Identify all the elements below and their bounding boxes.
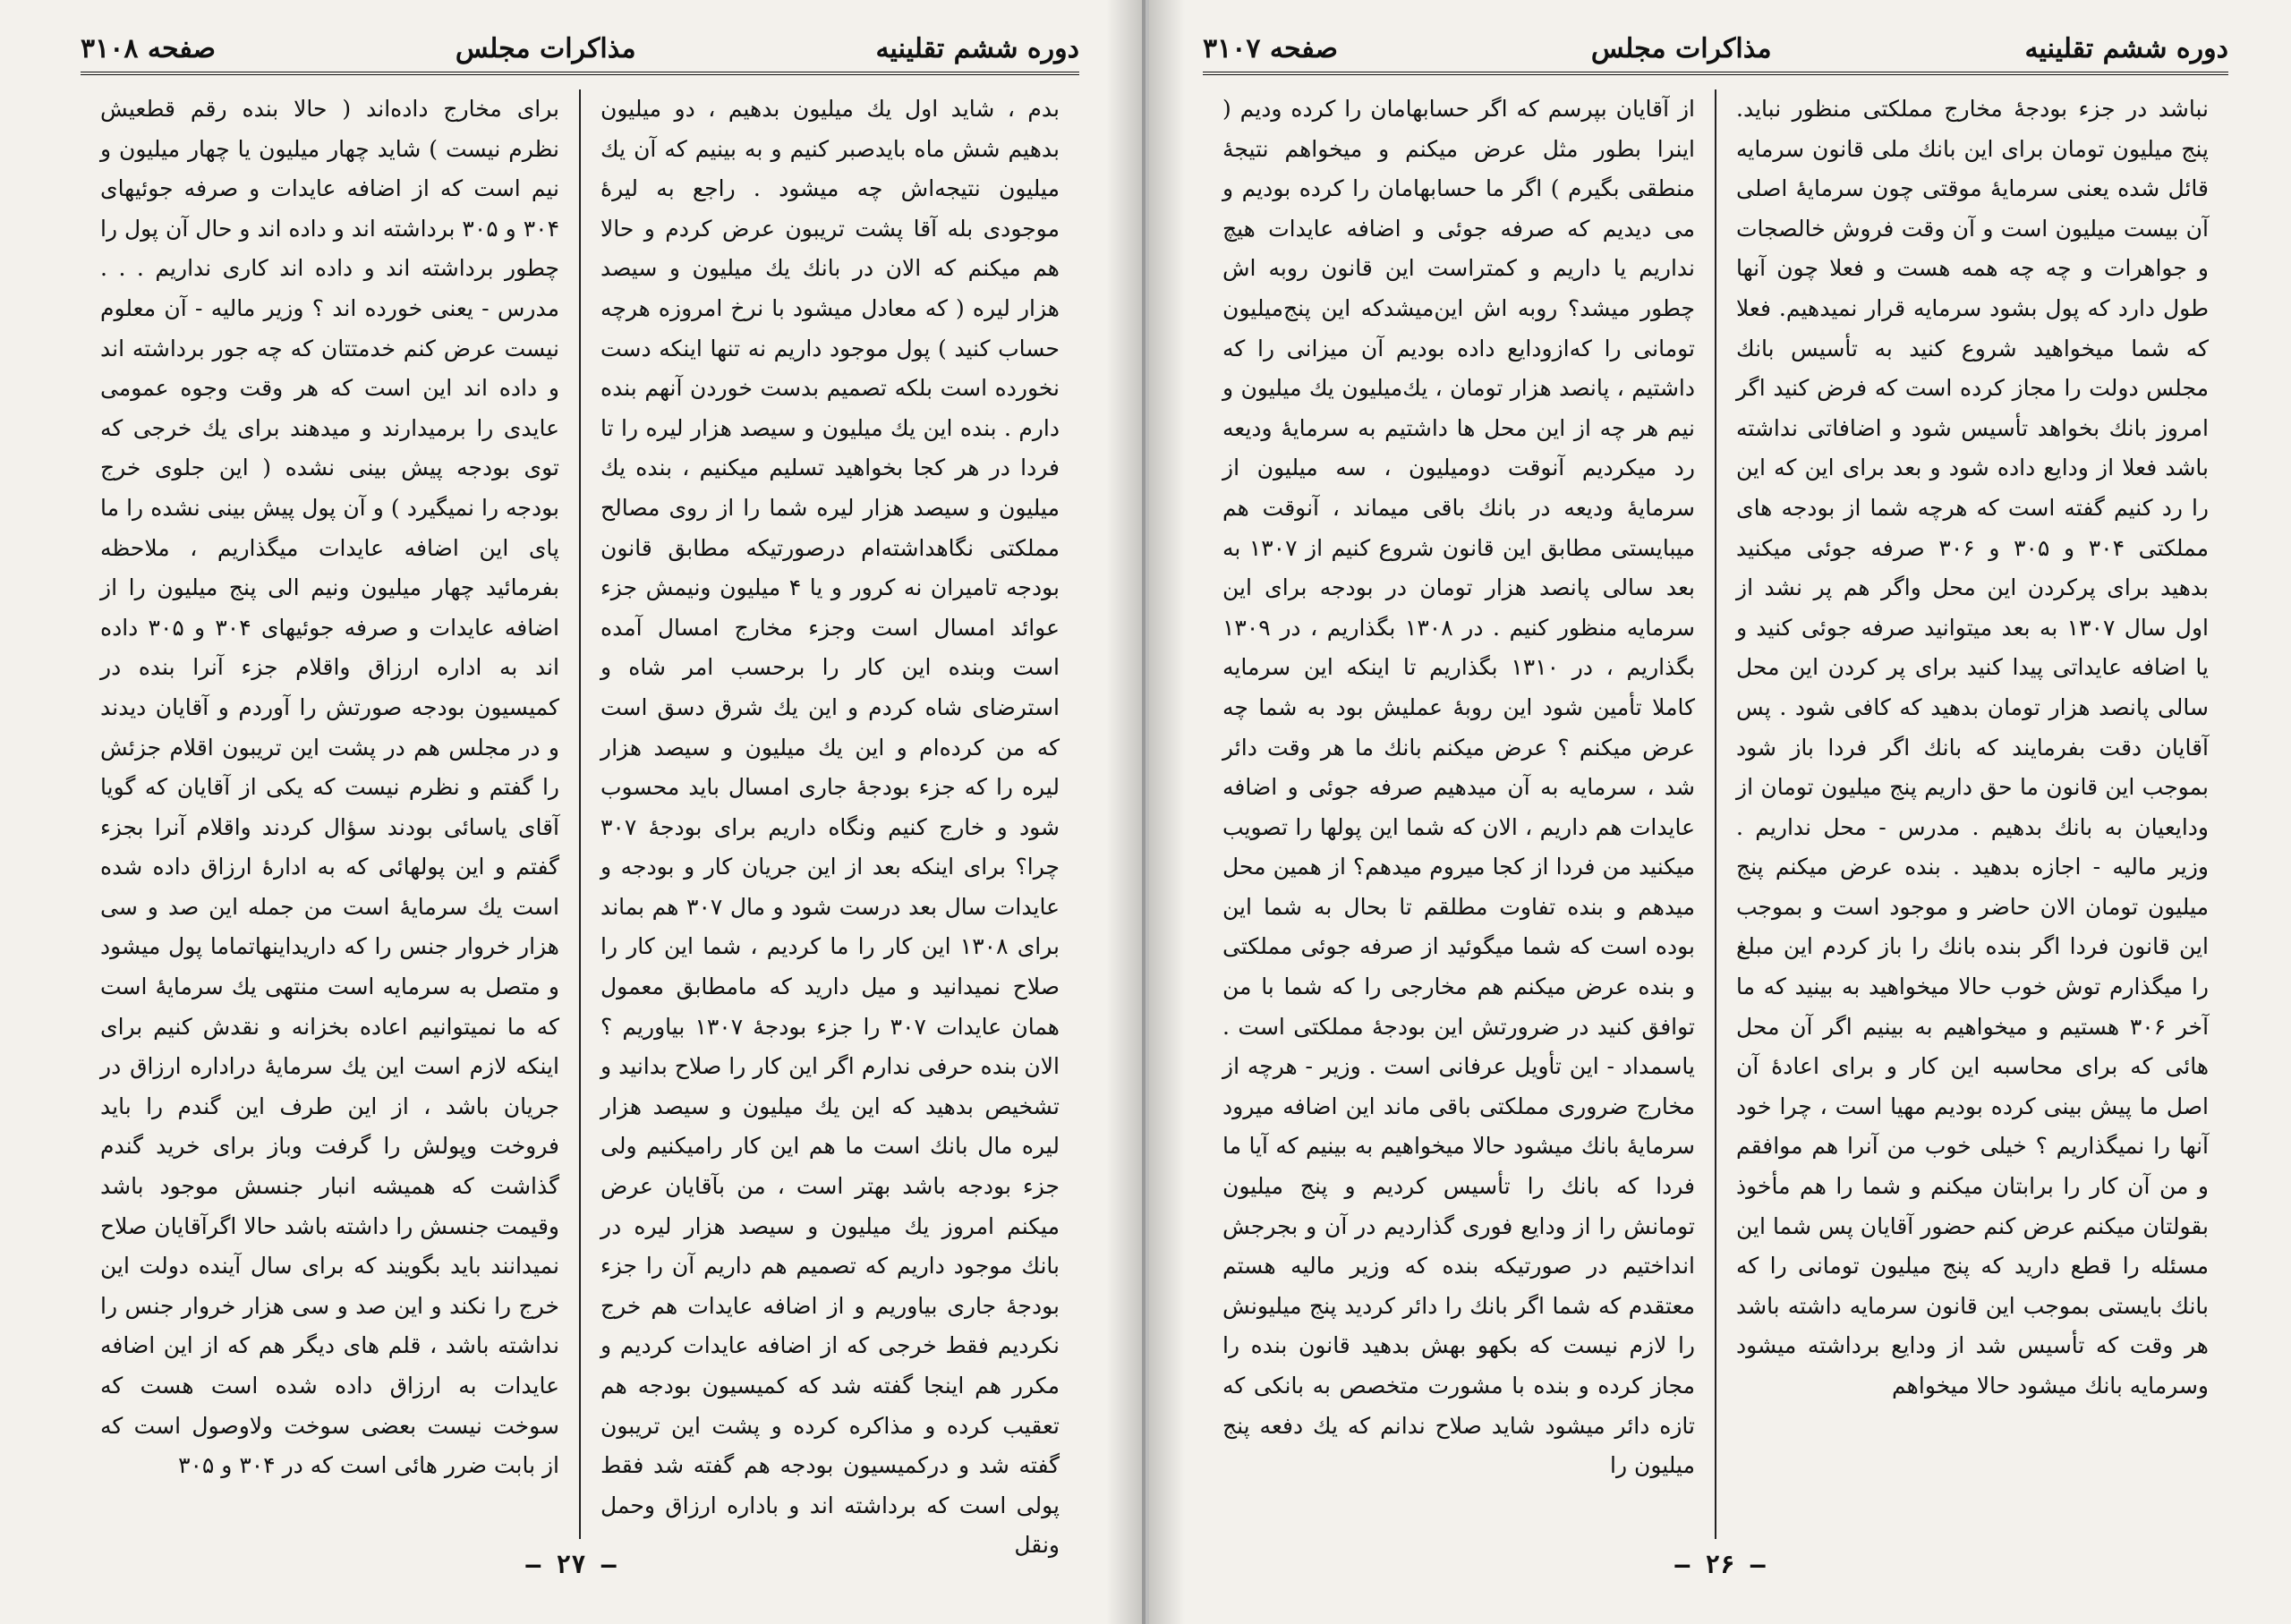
text-column-left [1203,89,1715,1539]
column-text: از آقایان بپرسم که اگر حسابهامان را کرده وديم ( اینرا بطور مثل عرض میکنم و میخواهم نتیجهٔ منطقی بگیرم ) اگر ما حسابهامان را کرده بودیم و می دیدیم که صرفه جوئی و اضافه عایدات هیچ نداریم یا داریم و کمتراست این قانون روبه اش چطور میشد؟ روبه اش این‌میشدکه این پنج‌میلیون تومانی را که‌ازودایع داده بودیم آن میزانی را که داشتیم ، پانصد هزار تومان ، یك‌میلیون یك میلیون و نیم هر چه از این محل ها داشتیم به سرمایهٔ ودیعه رد میکردیم آنوقت دومیلیون ، سه میلیون از سرمایهٔ ودیعه در بانك باقی میماند ، آنوقت هم میبایستی مطابق این قانون شروع کنیم از ۱۳۰۷ به بعد سالی پانصد هزار تومان در بودجه برای این سرمایه منظور کنیم . در ۱۳۰۸ بگذاریم ، در ۱۳۰۹ بگذاریم ، در ۱۳۱۰ بگذاریم تا اینکه این سرمایه کاملا تأمین شود این روبهٔ عملیش بود به شما چه عرض میکنم ؟ عرض میکنم بانك ما هر وقت دائر شد ، سرمایه به آن میدهیم صرفه جوئی و اضافه عایدات هم داریم ، الان که شما این پولها را تصویب میکنید من فردا از کجا میروم میدهم؟ از همین محل میدهم و بنده تفاوت مطلقم تا بحال به شما این بوده است که شما میگوئید از صرفه جوئی مملکتی و بنده عرض میکنم هم مخارجی را که شما با من توافق کنید در ضرورتش این بودجهٔ مملکتی است . یاسمداد - این تأویل عرفانی است . وزیر - هرچه از مخارج ضروری مملکتی باقی ماند این اضافه میرود سرمایهٔ بانك میشود حالا میخواهیم به بینیم که آیا ما فردا که بانك را تأسیس کردیم و پنج میلیون تومانش را از ودایع فوری گذاردیم در آن و بجرجش انداختیم در صورتیکه بنده که وزیر مالیه هستم معتقدم که شما اگر بانك را دائر کردید پنج میلیونش را لازم نیست که بکهو بهش بدهید قانون بنده را مجاز کرده و بنده با مشورت متخصص به بانکی که تازه دائر میشود شاید صلاح ندانم که یك دفعه پنج میلیون را [1222,96,1695,1479]
column-text: نباشد در جزء بودجهٔ مخارج مملکتی منظور نباید. پنج میلیون تومان برای این بانك ملی قانون سرمایه قائل شده یعنی سرمایهٔ موقتی چون سرمایهٔ اصلی آن بیست میلیون است و آن وقت فروش خالصجات و جواهرات و چه چه همه هست و فعلا چون آنها طول دارد که پول بشود سرمایه قرار نمیدهیم. فعلا که شما میخواهید شروع کنید به تأسیس بانك مجلس دولت را مجاز کرده است که فرض کنید اگر امروز بانك بخواهد تأسیس شود و اضافاتی نداشته باشد فعلا از ودایع داده شود و بعد برای این که این را رد کنیم گفته است که هرچه شما از بودجه های مملکتی ۳۰۴ و ۳۰۵ و ۳۰۶ صرفه جوئی میکنید بدهید برای پرکردن این محل واگر هم پر نشد از اول سال ۱۳۰۷ به بعد میتوانید صرفه جوئی کنید و یا اضافه عایداتی پیدا کنید برای پر کردن این محل سالی پانصد هزار تومان بدهید که کافی شود . پس آقایان دقت بفرمایند که بانك اگر فردا باز شود بموجب این قانون ما حق داریم پنج میلیون تومان از ودایعیان به بانك بدهیم . مدرس - محل نداریم . وزیر مالیه - اجازه بدهید . بنده عرض میکنم پنج میلیون تومان الان حاضر و موجود است و بموجب این قانون فردا اگر بنده بانك را باز کردم این مبلغ را میگذارم توش خوب حالا میخواهید به بینید که ما آخر ۳۰۶ هستیم و میخواهیم به بینیم اگر آن محل هائی که برای محاسبه این کار و برای اعادهٔ آن اصل ما پیش بینی کرده بودیم مهیا است ، چرا خود آنها را نمیگذاریم ؟ خیلی خوب من آنرا هم موافقم و من آن کار را برابتان میکنم و شما را هم مأخوذ بقولتان میکنم عرض کنم حضور آقایان پس شما این مسئله را قطع دارید که پنج میلیون تومانی را که بانك بایستی بموجب این قانون سرمایه داشته باشد هر وقت که تأسیس شد از ودایع برداشته میشود وسرمایه بانك میشود حالا میخواهم [1736,96,2210,1399]
gutter-shadow [1106,0,1142,1624]
right-page-header [1203,25,2228,75]
running-title: مذاکرات مجلس [455,32,636,64]
gutter-shadow [1149,0,1185,1624]
page-footer-number: — ۲۶ — [1674,1550,1766,1579]
left-page-columns [81,89,1079,1559]
session-label: دوره ششم تقلینیه [875,32,1079,64]
column-text: برای مخارج داده‌اند ( حالا بنده رقم قطعیش نظرم نیست ) شاید چهار میلیون یا چهار میلیون و نیم است که از اضافه عایدات و صرفه جوئیهای ۳۰۴ و ۳۰۵ برداشته اند و داده اند و حال آن پول را چطور برداشته اند و داده اند کاری نداریم . . . مدرس - یعنی خورده اند ؟ وزیر مالیه - آن معلوم نیست عرض کنم خدمتتان که چه جور برداشته اند و داده اند این است که هر وقت وجوه عمومی عایدی را برمیدارند و میدهند برای یك خرجی که توی بودجه پیش بینی نشده ( این جلوی خرج بودجه را نمیگیرد ) و آن پول پیش بینی نشده را ما پای این اضافه عایدات میگذاریم ، ملاحظه بفرمائید چهار میلیون ونیم الی پنج میلیون را از اضافه عایدات و صرفه جوئیهای ۳۰۴ و ۳۰۵ داده اند به اداره ارزاق واقلام جزء آنرا بنده در کمیسیون بودجه صورتش را آوردم و آقایان دیدند و در مجلس هم در پشت این تریبون اقلام جزئش را گفتم و نظرم نیست که یکی از آقایان که گویا آقای یاسائی بودند سؤال کردند واقلام آنرا بجزء گفتم و این پولهائی که به ادارهٔ ارزاق داده شده است یك سرمایهٔ است من جمله این صد و سی هزار خروار جنس را که داریداینهاتماما پول میشود و متصل به سرمایه است منتهی یك سرمایهٔ است که ما نمیتوانیم اعاده بخزانه و نقدش کنیم برای اینکه لازم است این یك سرمایهٔ دراداره ارزاق در جریان باشد ، از این طرف این گندم را باید فروخت وپولش را گرفت وباز برای خرید گندم گذاشت که همیشه انبار جنسش موجود باشد وقیمت جنسش را داشته باشد حالا اگرآقایان صلاح نمیدانند باید بگویند که برای سال آینده دولت این خرج را نکند و این صد و سی هزار خروار جنس را نداشته باشد ، قلم های دیگر هم که از این اضافه عایدات به ارزاق داده شده است هست که سوخت نیست بعضی سوخت ولاوصول است که از بابت ضرر هائی است که در ۳۰۴ و ۳۰۵ [100,96,560,1479]
text-column-right [1716,89,2228,1539]
left-page-header [81,25,1079,75]
page-number-label: صفحه ۳۱۰۷ [1203,32,1338,64]
page-number-label: صفحه ۳۱۰۸ [81,32,216,64]
text-column-right [581,89,1079,1559]
text-column-left [81,89,579,1539]
right-page-columns [1203,89,2228,1539]
running-title: مذاکرات مجلس [1590,32,1772,64]
column-text: بدم ، شاید اول یك میلیون بدهیم ، دو میلیون بدهیم شش ماه بایدصبر کنیم و به بینیم که آن یك میلیون نتیجه‌اش چه میشود . راجع به لیرهٔ موجودی بله آقا پشت تریبون عرض کردم و حالا هم میکنم که الان در بانك یك میلیون و سیصد هزار لیره ( که معادل میشود با نرخ امروزه هرچه حساب کنید ) پول موجود داریم نه تنها اینکه دست نخورده است بلکه تصمیم بدست خوردن آنهم بنده دارم . بنده این یك میلیون و سیصد هزار لیره را تا فردا در هر کجا بخواهید تسلیم میکنیم ، بنده یك میلیون و سیصد هزار لیره شما را از روی مصالح مملکتی نگاهداشته‌ام درصورتیکه مطابق قانون بودجه تامیران نه کرور و یا ۴ میلیون ونیمش جزء عوائد امسال است وجزء مخارج امسال آمده است وبنده این کار را برحسب امر شاه و استرضای شاه کردم و این یك شرق دسق است که من کرده‌ام و این یك میلیون و سیصد هزار لیره را که جزء بودجهٔ جاری امسال باید محسوب شود و خارج کنیم ونگاه داریم برای بودجهٔ ۳۰۷ چرا؟ برای اینکه بعد از این جریان کار و بودجه و عایدات سال بعد درست شود و مال ۳۰۷ هم بماند برای ۱۳۰۸ این کار را ما کردیم ، شما این کار را صلاح نمیدانید و میل دارید که مامطابق معمول همان عایدات ۳۰۷ را جزء بودجهٔ ۱۳۰۷ بیاوریم ؟ الان بنده حرفی ندارم اگر این کار را صلاح بدانید و تشخیص بدهید که این یك میلیون و سیصد هزار لیره مال بانك است ما هم این کار رامیکنیم ولی جزء بودجه باشد بهتر است ، من بآقایان عرض میکنم امروز یك میلیون و سیصد هزار لیره در بانك موجود داریم که تصمیم هم داریم آن را جزء بودجهٔ جاری بیاوریم و از اضافه عایدات هم خرج نکردیم فقط خرجی که از اضافه عایدات کردیم و مکرر هم اینجا گفته شد که کمیسیون بودجه هم تعقیب کرده و مذاکره کرده و پشت این تریبون گفته شد و درکمیسیون بودجه هم گفته شد فقط پولی است که برداشته اند و باداره ارزاق وحمل ونقل [600,96,1060,1559]
page-footer-number: — ۲۷ — [525,1550,617,1579]
right-page [1146,0,2291,1624]
session-label: دوره ششم تقلینیه [2024,32,2228,64]
